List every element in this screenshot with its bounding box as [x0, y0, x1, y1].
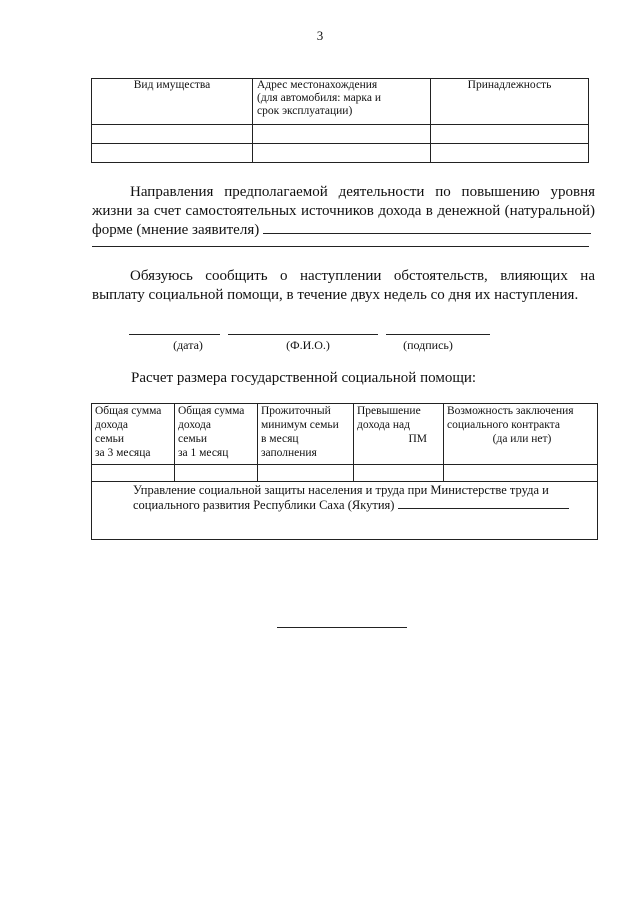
directions-extra-line[interactable]	[92, 246, 589, 247]
calc-header-text: дохода	[178, 419, 212, 431]
table-row[interactable]	[92, 125, 589, 144]
table-cell[interactable]	[431, 144, 589, 163]
table-cell[interactable]	[92, 465, 175, 482]
calc-heading: Расчет размера государственной социальной помощи:	[131, 370, 477, 386]
calc-header-total-1m	[175, 404, 258, 465]
calc-header-text: семьи	[95, 433, 125, 445]
table-cell[interactable]	[92, 144, 253, 163]
calc-header-text: за 1 месяц	[178, 447, 229, 459]
calc-header-text: Общая сумма	[95, 405, 162, 417]
calc-header-excess	[354, 404, 444, 465]
table-cell[interactable]	[444, 465, 598, 482]
signature-line[interactable]	[386, 334, 490, 335]
table-cell[interactable]	[258, 465, 354, 482]
table-row[interactable]	[92, 144, 589, 163]
table-row[interactable]	[92, 465, 598, 482]
page-number: 3	[316, 28, 324, 43]
authority-line-1: Управление социальной защиты населения и труда при Министерстве труда и	[133, 483, 549, 497]
date-line[interactable]	[129, 334, 220, 335]
table-cell[interactable]	[431, 125, 589, 144]
calc-header-text: (да или нет)	[492, 433, 552, 445]
table-header-row	[92, 79, 589, 125]
calc-header-contract	[444, 404, 598, 465]
header-address-line-1: Адрес местонахождения	[257, 79, 378, 91]
table-cell[interactable]	[253, 144, 431, 163]
calc-footer-cell	[92, 482, 598, 540]
pledge-paragraph: Обязуюсь сообщить о наступлении обстоятельств, влияющих на выплату социальной помощи, в течение двух недель со дня их наступления.	[92, 268, 595, 303]
table-cell[interactable]	[175, 465, 258, 482]
property-table	[91, 78, 589, 163]
header-property-type-text: Вид имущества	[133, 79, 211, 91]
table-cell[interactable]	[253, 125, 431, 144]
directions-fill-line[interactable]	[263, 221, 591, 234]
sign-label: (подпись)	[403, 338, 453, 352]
calc-header-text: за 3 месяца	[95, 447, 151, 459]
directions-paragraph	[92, 183, 595, 240]
calc-header-text: Превышение	[357, 405, 421, 417]
calc-header-text: дохода над	[357, 419, 410, 431]
authority-line-2: социального развития Республики Саха (Якутия)	[133, 498, 395, 512]
calc-header-text: Прожиточный	[261, 405, 331, 417]
calc-header-text: семьи	[178, 433, 208, 445]
calc-header-text: Общая сумма	[178, 405, 245, 417]
calc-header-row	[92, 404, 598, 465]
header-address-line-2: (для автомобиля: марка и	[257, 92, 381, 104]
table-cell[interactable]	[354, 465, 444, 482]
calc-header-text: в месяц	[261, 433, 299, 445]
calc-header-text: социального контракта	[447, 419, 560, 431]
calc-table	[91, 403, 598, 540]
calc-header-text: минимум семьи	[261, 419, 339, 431]
authority-text	[92, 482, 597, 513]
name-line[interactable]	[228, 334, 378, 335]
header-ownership	[431, 79, 589, 125]
calc-header-total-3m	[92, 404, 175, 465]
directions-text: Направления предполагаемой деятельности по повышению уровня жизни за счет самостоятельных источников дохода в денежной (натуральной) форме (мнение заявителя)	[92, 184, 595, 238]
calc-header-text: ПМ	[408, 433, 427, 445]
calc-header-subsistence	[258, 404, 354, 465]
header-address	[253, 79, 431, 125]
calc-footer-row	[92, 482, 598, 540]
calc-header-text: заполнения	[261, 447, 317, 459]
date-label: (дата)	[173, 338, 203, 352]
header-address-line-3: срок эксплуатации)	[257, 105, 353, 117]
calc-header-text: дохода	[95, 419, 129, 431]
header-property-type	[92, 79, 253, 125]
bottom-signature-line[interactable]	[277, 627, 407, 628]
authority-fill-line[interactable]	[398, 498, 569, 509]
name-label: (Ф.И.О.)	[286, 338, 330, 352]
header-ownership-text: Принадлежность	[467, 79, 552, 91]
table-cell[interactable]	[92, 125, 253, 144]
calc-header-text: Возможность заключения	[447, 405, 574, 417]
